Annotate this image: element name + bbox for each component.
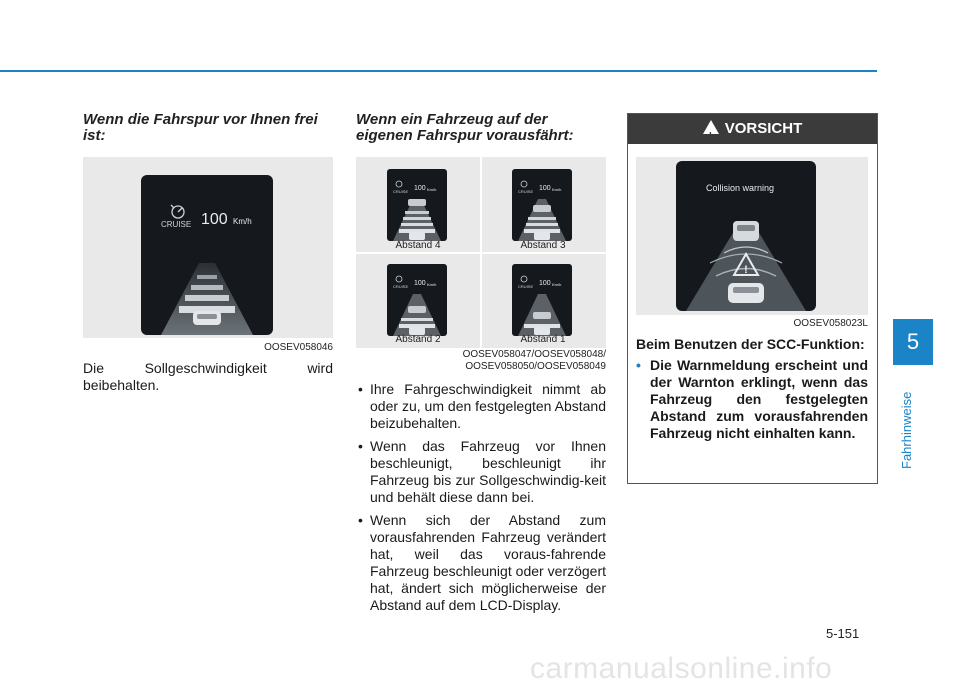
left-heading: Wenn die Fahrspur vor Ihnen frei ist: [83,111,318,144]
left-image-code: OOSEV058046 [264,342,333,353]
mini-cruise-label: CRUISE [393,189,409,194]
page-number: 5-151 [826,626,860,641]
middle-image-codes: OOSEV058050/OOSEV058049 [465,361,606,372]
warning-icon [703,120,719,134]
caution-bullet: • Die Warnmeldung erscheint und der Warnton erklingt, wenn das Fahrzeug den festgelegten Abstand zum vorausfahrenden Fahrzeug nicht einhalten kann. [636,357,868,442]
mini-unit: Km/h [427,187,437,192]
middle-image-codes: OOSEV058047/OOSEV058048/ [462,349,606,360]
cluster-svg [141,175,273,335]
header-rule [0,70,877,72]
caution-figure [636,157,868,315]
mini-speed: 100 [414,280,426,287]
cruise-icon [171,205,184,218]
distance-bar [191,285,223,290]
caution-text [636,336,868,442]
caution-box [627,113,878,484]
distance-label: Abstand 1 [520,334,566,345]
mini-unit: Km/h [552,187,562,192]
left-figure [83,157,333,338]
own-car-icon [728,283,764,303]
chapter-tab[interactable] [893,319,933,469]
mini-display-3 [512,169,572,241]
chapter-title: Fahrhinweise [899,391,914,469]
list-item: • Wenn sich der Abstand zum vorausfahrenden Fahrzeug verändert hat, weil das voraus-fahrende Fahrzeug beschleunigt oder verzögert hat, ändert sich möglicherweise der Abstand auf dem LCD-Display. [356,512,606,614]
mini-display-1 [512,264,572,336]
watermark: carmanualsonline.info [530,652,833,685]
lead-car-icon [533,312,551,319]
collision-warning-text: Collision warning [706,183,775,193]
distance-label: Abstand 2 [395,334,441,345]
mini-cruise-label: CRUISE [393,284,409,289]
distance-label: Abstand 4 [395,240,441,251]
cruise-label: CRUISE [161,220,192,229]
mini-cruise-label: CRUISE [518,284,534,289]
lead-car-icon [533,205,551,212]
mini-unit: Km/h [427,282,437,287]
caution-title: VORSICHT [724,120,803,137]
middle-bullet-list [356,381,606,620]
collision-display [676,161,816,311]
cluster-display [141,175,273,335]
distance-bar [185,295,229,301]
caution-image-code: OOSEV058023L [793,318,868,329]
left-body-text: Die Sollgeschwindigkeit wird beibehalten. [83,360,333,393]
list-item: • Ihre Fahrgeschwindigkeit nimmt ab oder zu, um den festgelegten Abstand beizubehalten. [356,381,606,432]
speed-unit: Km/h [233,217,252,226]
lead-car-icon [733,221,759,241]
mini-display-4 [387,169,447,241]
chapter-number: 5 [893,319,933,365]
lead-car-icon [408,306,426,313]
lead-car-icon [408,199,426,206]
middle-heading: Wenn ein Fahrzeug auf der eigenen Fahrspur vorausfährt: [356,111,574,144]
distance-figure [356,157,606,348]
panel-divider-h [356,252,606,254]
distance-label: Abstand 3 [520,240,566,251]
own-car-icon [193,311,221,325]
mini-cruise-label: CRUISE [518,189,534,194]
caution-intro: Beim Benutzen der SCC-Funktion: [636,336,865,352]
mini-speed: 100 [414,185,426,192]
mini-unit: Km/h [552,282,562,287]
mini-display-2 [387,264,447,336]
caution-header [628,114,877,144]
mini-speed: 100 [539,185,551,192]
mini-speed: 100 [539,280,551,287]
svg-text:!: ! [744,264,748,276]
speed-value: 100 [201,211,228,228]
list-item: • Wenn das Fahrzeug vor Ihnen beschleunigt, beschleunigt ihr Fahrzeug bis zur Sollgeschwindig-keit und behält diese dann bei. [356,438,606,506]
distance-bar [197,275,217,279]
